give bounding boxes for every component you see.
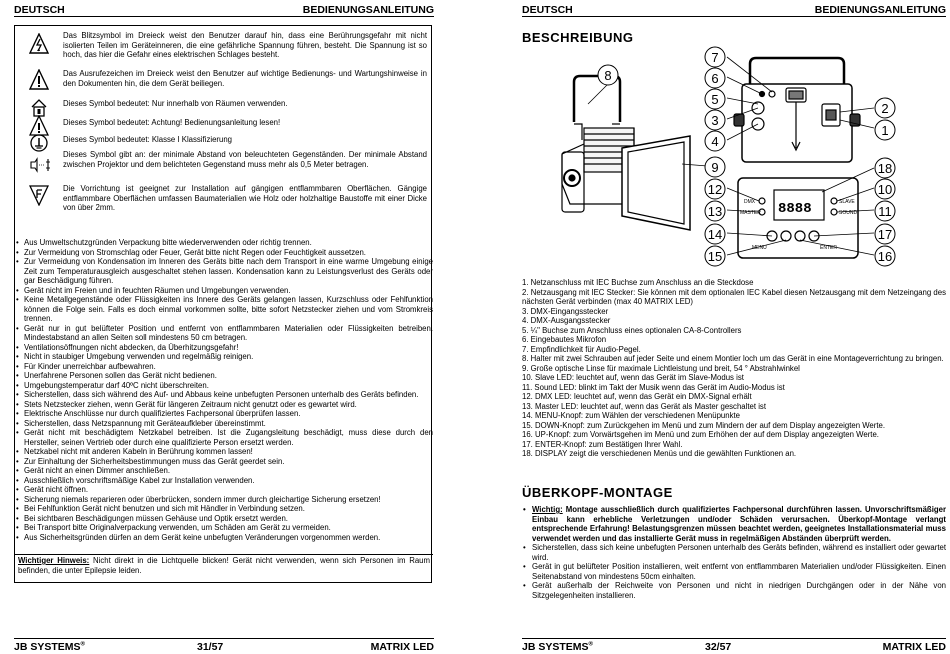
panel-label-master: MASTER [740,210,761,216]
symbol-text: Die Vorrichtung ist geeignet zur Installation auf gängigen entflammbaren Oberflächen. Gängige entflammbare Oberflächen umfassen Baumaterialien wie Holz oder holzhaltige Baustoffe mit einer Dicke von über 2mm. [63,184,427,212]
list-item: • Aus Sicherheitsgründen dürfen an dem Gerät keine unbefugten Veränderungen vorgenommen werden. [15,533,433,543]
list-item: • Aus Umweltschutzgründen Verpackung bitte wiederverwenden oder richtig trennen. [15,238,433,248]
callout-11: 11 [878,204,892,219]
list-item: 7. Empfindlichkeit für Audio-Pegel. [522,344,641,354]
section-title-description: BESCHREIBUNG [522,30,634,45]
header-language: DEUTSCH [522,4,573,16]
callout-16: 16 [877,249,893,264]
symbol-text: Dieses Symbol gibt an: der minimale Abstand von beleuchteten Gegenständen. Der minimale Abstand zwischen Projektor und dem belichteten Gegenstand muss mehr als 0,5 Meter betragen. [63,150,427,169]
list-item: 8. Halter mit zwei Schrauben auf jeder Seite und einem Montier loch um das Gerät in eine Montageverrichtung zu bringen. [522,354,944,363]
panel-display: 8888 [778,201,812,217]
list-item: • Bei Transport bitte Originalverpackung verwenden, um Schäden am Gerät zu vermeiden. [15,523,433,533]
list-item: 18. DISPLAY zeigt die verschiedenen Menüs und die gewählten Funktionen an. [522,449,797,458]
list-item: • Ventilationsöffnungen nicht abdecken, da Überhitzungsgefahr! [15,343,433,353]
list-item: 1. Netzanschluss mit IEC Buchse zum Anschluss an die Steckdose [522,278,754,287]
list-item: • Ausschließlich vorschriftsmäßige Kabel zur Installation verwenden. [15,476,433,486]
list-item: • Nicht in staubiger Umgebung verwenden und regelmäßig reinigen. [15,352,433,362]
mounting-bullets [522,505,946,600]
panel-label-dmx: DMX [744,199,756,205]
panel-label-menu: MENU [752,245,767,251]
callout-10: 10 [877,182,893,197]
callout-8: 8 [604,68,612,83]
list-item: 16. UP-Knopf: zum Vorwärtsgehen im Menü und zum Erhöhen der auf dem Display angezeigten Werte. [522,430,879,439]
list-item: • Sicherstellen, dass sich keine unbefugten Personen unterhalb des Geräts befinden, während es installiert oder gewartet wird. [522,543,946,562]
callout-5: 5 [711,92,719,107]
callout-17: 17 [877,227,893,242]
list-item: • Zur Vermeidung von Stromschlag oder Feuer, Gerät bitte nicht Regen oder Feuchtigkeit aussetzen. [15,248,433,258]
callout-18: 18 [877,161,893,176]
list-item: • Zur Einhaltung der Sicherheitsbestimmungen muss das Gerät geerdet sein. [15,457,433,467]
header-manual-title: BEDIENUNGSANLEITUNG [814,4,946,16]
symbol-text: Das Blitzsymbol im Dreieck weist den Benutzer darauf hin, dass eine Berührungsgefahr mit nicht isolierten Teilen im Geräteinneren, die eine gefährliche Spannung führen, besteht. Die Spannung ist so hoch, das hier die Gefahr eines elektrischen Schlages besteht. [63,31,427,59]
list-item: 3. DMX-Eingangsstecker [522,306,609,316]
list-item: • Sicherung niemals reparieren oder überbrücken, sondern immer durch gleichartige Sicherung ersetzen! [15,495,433,505]
list-item: • Gerät nicht öffnen. [15,485,433,495]
callout-9: 9 [711,160,719,175]
page-header [522,4,946,17]
header-language: DEUTSCH [14,4,65,16]
header-manual-title: BEDIENUNGSANLEITUNG [302,4,434,16]
list-item: • Sicherstellen, dass Netzspannung mit Geräteaufkleber übereinstimmt. [15,419,433,429]
list-item: • Sicherstellen, dass sich während des Auf- und Abbaus keine unbefugten Personen unterhalb des Geräts befinden. [15,390,433,400]
callout-6: 6 [711,71,719,86]
exclamation-warning-icon [29,69,49,91]
device-diagram [522,44,942,270]
footer-product: MATRIX LED [370,641,434,653]
list-item: 5. ¼" Buchse zum Anschluss eines optionalen CA-8-Controllers [522,325,742,335]
callout-12: 12 [707,182,723,197]
important-notice [15,554,433,576]
page-right [522,0,946,654]
list-item: • Zur Vermeidung von Kondensation im Inneren des Geräts bitte nach dem Transport in eine warme Umgebung einige Zeit zum Temperaturausgleich ausgeschaltet stehen lassen. Kondensation kann zu Leistungsverlust des Geräts oder gar Beschädigung führen. [15,257,433,286]
list-item: • Gerät nicht mit beschädigtem Netzkabel betreiben. Ist die Zugangsleitung beschädigt, muss diese durch den Hersteller, seinen Vertrieb oder durch eine qualifizierte Person ersetzt werden. [15,428,433,447]
list-item: • Stets Netzstecker ziehen, wenn Gerät für längeren Zeitraum nicht genutzt oder es gewartet wird. [15,400,433,410]
panel-label-sound: SOUND [839,210,858,216]
lightning-warning-icon [29,33,49,55]
list-item: • Wichtig: Montage ausschließlich durch qualifiziertes Fachpersonal durchführen lassen. Unvorschriftsmäßiger Einbau kann erhebliche Verletzungen und/oder Schäden verursachen. Überkopf-Montage verlangt entsprechende Erfahrung! Belastungsgrenzen müssen beachtet werden, geeignetes Installationsmaterial muss verwendet werden und das installierte Gerät muss in regelmäßigen Abständen überprüft werden. [522,505,946,543]
list-item: 12. DMX LED: leuchtet auf, wenn das Gerät ein DMX-Signal erhält [522,392,752,401]
callout-7: 7 [711,50,719,65]
list-item: • Umgebungstemperatur darf 40ºC nicht überschreiten. [15,381,433,391]
page-number: 31/57 [197,641,224,653]
list-item: • Bei Fehlfunktion Gerät nicht benutzen und sich mit Händler in Verbindung setzen. [15,504,433,514]
list-item: 11. Sound LED: blinkt im Takt der Musik wenn das Gerät im Audio-Modus ist [522,382,785,392]
list-item: 14. MENU-Knopf: zum Wählen der verschiedenen Menüpunkte [522,411,740,420]
callout-14: 14 [707,227,723,242]
page-footer [14,638,434,652]
callout-15: 15 [707,249,723,264]
panel-label-slave: SLAVE [839,199,855,205]
footer-product: MATRIX LED [882,641,946,653]
list-item: • Bei sichtbaren Beschädigungen müssen Gehäuse und Optik ersetzt werden. [15,514,433,524]
list-item: • Für Kinder unerreichbar aufbewahren. [15,362,433,372]
notice-text: Nicht direkt in die Lichtquelle blicken! Gerät nicht verwenden, wenn sich Personen im Raum befinden, die unter Epilepsie leiden. [18,556,430,575]
list-item: 4. DMX-Ausgangsstecker [522,316,611,325]
list-item: • Gerät außerhalb der Reichweite von Personen und nicht in niedrigen Durchgängen oder in der Nähe von Sitzgelegenheiten installieren. [522,581,946,600]
list-item: • Keine Metallgegenstände oder Flüssigkeiten ins Innere des Geräts gelangen lassen, Kurzschluss oder Fehlfunktion können die Folge sein. Falls es doch einmal vorkommen sollte, bitte sofort Netzstecker ziehen und vom Stromkreis trennen. [15,295,433,324]
list-item: • Gerät nur in gut belüfteter Position und entfernt von entflammbaren Materialien oder Flüssigkeiten betreiben. Mindestabstand an allen Seiten soll mindestens 50 cm betragen. [15,324,433,343]
symbol-text: Dieses Symbol bedeutet: Achtung! Bedienungsanleitung lesen! [63,118,281,127]
list-item: • Gerät nicht an einen Dimmer anschließen. [15,466,433,476]
symbol-text: Dieses Symbol bedeutet: Klasse I Klassifizierung [63,135,233,144]
list-item: • Elektrische Anschlüsse nur durch qualifiziertes Fachpersonal überprüfen lassen. [15,409,433,419]
list-item: 15. DOWN-Knopf: zum Zurückgehen im Menü und zum Mindern der auf dem Display angezeigten Werte. [522,420,886,430]
section-title-mounting: ÜBERKOPF-MONTAGE [522,485,673,500]
page-left [14,0,434,654]
callout-3: 3 [711,113,719,128]
panel-label-enter: ENTER [820,245,837,251]
list-item: • Gerät nicht im Freien und in feuchten Räumen und Umgebungen verwenden. [15,286,433,296]
list-item: 17. ENTER-Knopf: zum Bestätigen Ihrer Wahl. [522,439,683,449]
callout-2: 2 [881,101,889,116]
description-list [522,278,946,459]
list-item: 13. Master LED: leuchtet auf, wenn das Gerät als Master geschaltet ist [522,401,766,411]
callout-4: 4 [711,134,719,149]
list-item: • Unerfahrene Personen sollen das Gerät nicht bedienen. [15,371,433,381]
list-item: • Gerät in gut belüfteter Position installieren, weit entfernt von entflammbaren Materialien und/oder Flüssigkeiten. Einen Seitenabstand von mindestens 50cm einhalten. [522,562,946,581]
callout-13: 13 [707,204,723,219]
page-number: 32/57 [705,641,732,653]
list-item: 10. Slave LED: leuchtet auf, wenn das Gerät im Slave-Modus ist [522,373,744,382]
footer-brand: JB SYSTEMS® [522,641,593,653]
safety-bullets [15,238,433,542]
page-header [14,4,434,17]
callout-1: 1 [881,123,889,138]
symbol-text: Das Ausrufezeichen im Dreieck weist den Benutzer auf wichtige Bedienungs- und Wartungshinweise in den Dokumenten hin, die dem Gerät beiliegen. [63,69,427,88]
list-item: • Netzkabel nicht mit anderen Kabeln in Berührung kommen lassen! [15,447,433,457]
symbol-text: Dieses Symbol bedeutet: Nur innerhalb von Räumen verwenden. [63,99,288,108]
safety-box [14,25,432,583]
minimum-distance-icon [29,154,53,176]
list-item: 2. Netzausgang mit IEC Stecker: Sie können mit dem optionalen IEC Kabel diesen Netzausgang mit dem Netzeingang des nächsten Gerät verbinden (max 40 MATRIX LED) [522,287,946,306]
class-one-icon [29,132,49,154]
flammable-surface-icon [29,184,49,206]
page-footer [522,638,946,652]
footer-brand: JB SYSTEMS® [14,641,85,653]
notice-label: Wichtiger Hinweis: [18,556,90,565]
list-item: 6. Eingebautes Mikrofon [522,335,607,344]
list-item: 9. Große optische Linse für maximale Lichtleistung und breit, 54 ° Abstrahlwinkel [522,363,800,373]
